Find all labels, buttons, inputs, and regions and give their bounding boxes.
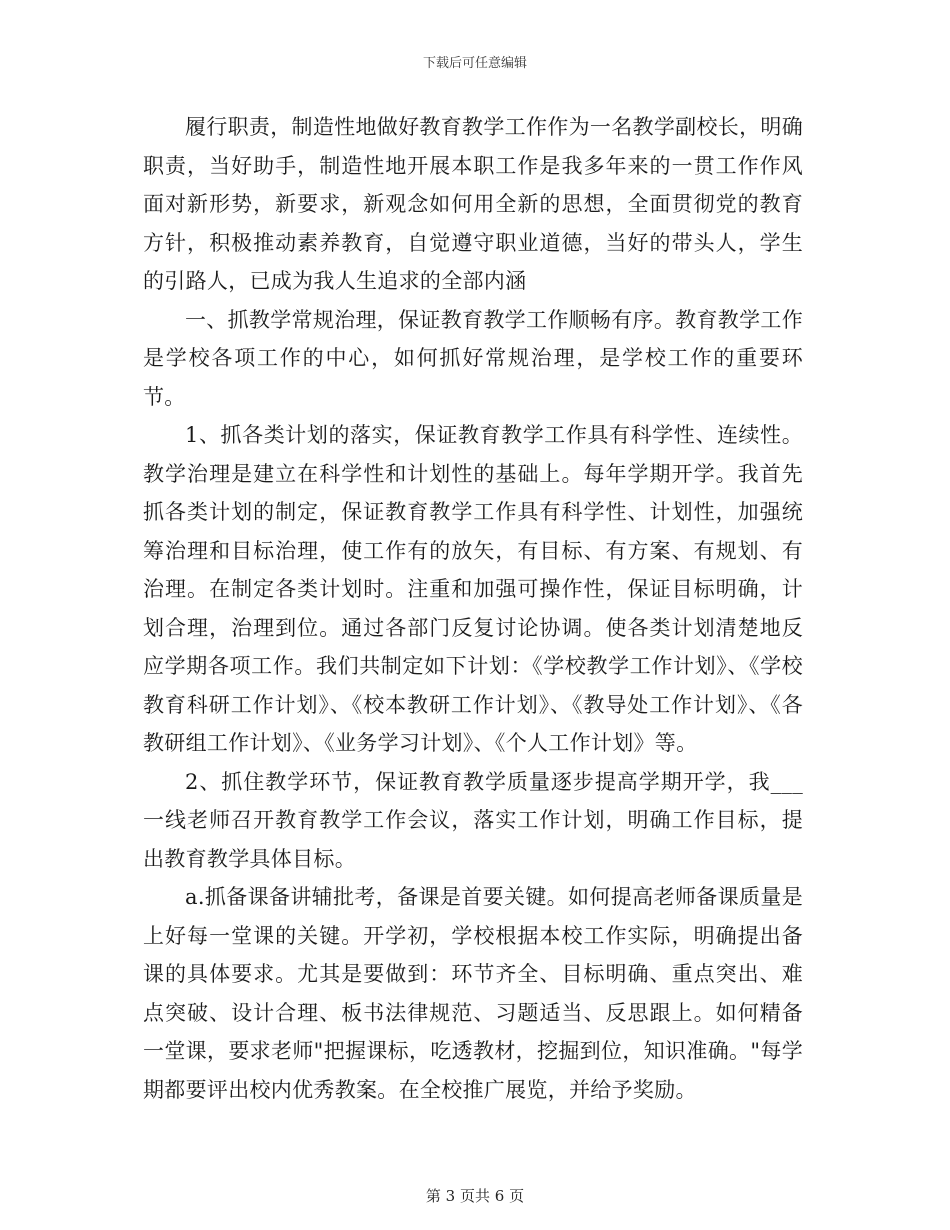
paragraph-intro: 履行职责，制造性地做好教育教学工作作为一名教学副校长，明确职责，当好助手，制造性地开展本职工作是我多年来的一贯工作作风面对新形势，新要求，新观念如何用全新的思想，全面贯彻党的教育方针，积极推动素养教育，自觉遵守职业道德，当好的带头人，学生的引路人，已成为我人生追求的全部内涵 bbox=[143, 115, 803, 293]
document-body bbox=[143, 108, 803, 1109]
paragraph-item-1: 1、抓各类计划的落实，保证教育教学工作具有科学性、连续性。教学治理是建立在科学性和计划性的基础上。每年学期开学。我首先抓各类计划的制定，保证教育教学工作具有科学性、计划性，加强统筹治理和目标治理，使工作有的放矢，有目标、有方案、有规划、有治理。在制定各类计划时。注重和加强可操作性，保证目标明确，计划合理，治理到位。通过各部门反复讨论协调。使各类计划清楚地反应学期各项工作。我们共制定如下计划：《学校教学工作计划》、《学校教育科研工作计划》、《校本教研工作计划》、《教导处工作计划》、《各教研组工作计划》、《业务学习计划》、《个人工作计划》等。 bbox=[143, 423, 803, 755]
page-number-footer: 第 3 页共 6 页 bbox=[425, 1187, 525, 1205]
page-header: 下载后可任意编辑 bbox=[422, 56, 527, 71]
paragraph-item-a: a.抓备课备讲辅批考，备课是首要关键。如何提高老师备课质量是上好每一堂课的关键。开学初，学校根据本校工作实际，明确提出备课的具体要求。尤其是要做到：环节齐全、目标明确、重点突出、难点突破、设计合理、板书法律规范、习题适当、反思跟上。如何精备一堂课，要求老师"把握课标，吃透教材，挖掘到位，知识准确。"每学期都要评出校内优秀教案。在全校推广展览，并给予奖励。 bbox=[143, 885, 803, 1102]
paragraph-section-1: 一、抓教学常规治理，保证教育教学工作顺畅有序。教育教学工作是学校各项工作的中心，如何抓好常规治理，是学校工作的重要环节。 bbox=[143, 307, 803, 409]
paragraph-item-2: 2、抓住教学环节，保证教育教学质量逐步提高学期开学，我___一线老师召开教育教学工作会议，落实工作计划，明确工作目标，提出教育教学具体目标。 bbox=[143, 769, 803, 871]
